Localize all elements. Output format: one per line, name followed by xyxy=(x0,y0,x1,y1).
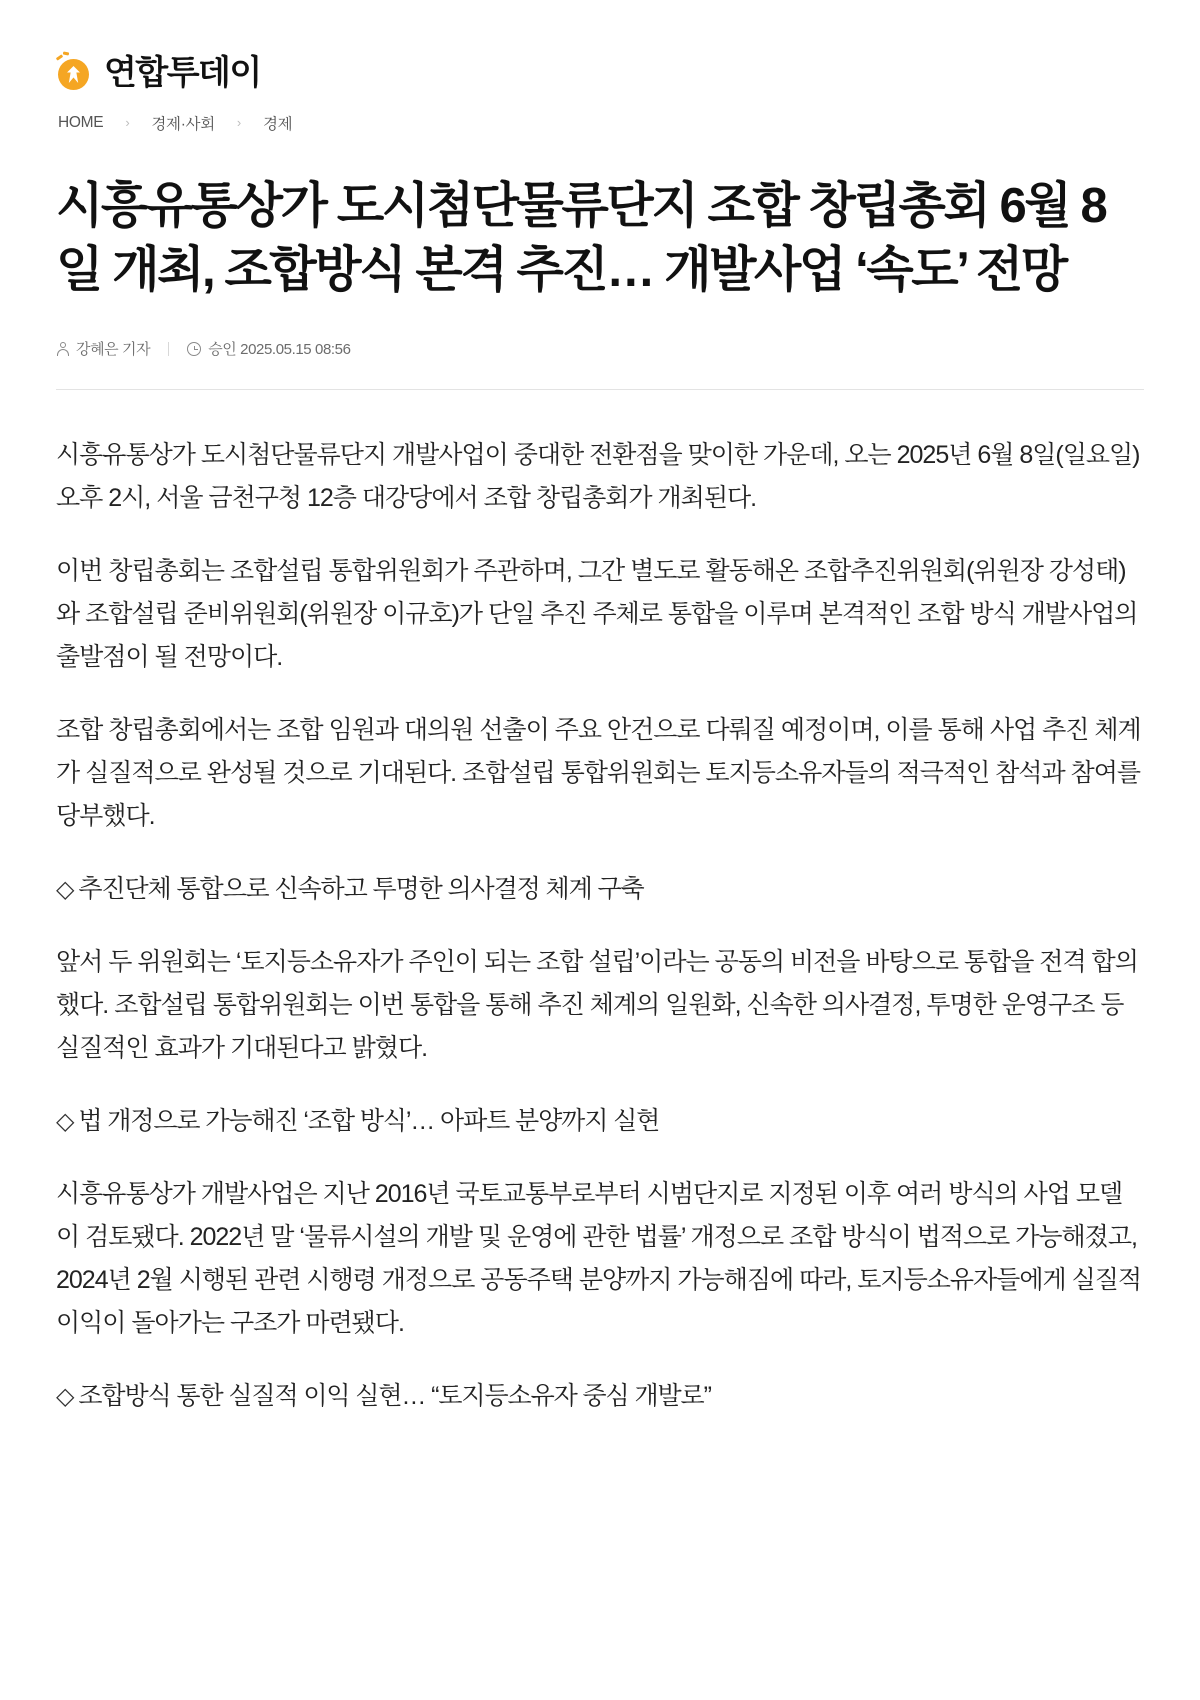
article-body xyxy=(56,434,1144,1418)
clock-icon xyxy=(187,342,201,356)
bird-logo-icon xyxy=(56,54,94,92)
paragraph: 시흥유통상가 개발사업은 지난 2016년 국토교통부로부터 시범단지로 지정된 이후 여러 방식의 사업 모델이 검토됐다. 2022년 말 ‘물류시설의 개발 및 운영에 관한 법률’ 개정으로 조합 방식이 법적으로 가능해졌고, 2024년 2월 시행된 관련 시행령 개정으로 공동주택 분양까지 가능해짐에 따라, 토지등소유자들에게 실질적 이익이 돌아가는 구조가 마련됐다. xyxy=(56,1180,1142,1338)
page-title: 시흥유통상가 도시첨단물류단지 조합 창립총회 6월 8일 개최, 조합방식 본격 추진… 개발사업 ‘속도’ 전망 xyxy=(56,179,1106,298)
subheading-text: 추진단체 통합으로 신속하고 투명한 의사결정 체계 구축 xyxy=(78,875,644,904)
subheading xyxy=(56,1100,1144,1143)
paragraph: 조합 창립총회에서는 조합 임원과 대의원 선출이 주요 안건으로 다뤄질 예정이며, 이를 통해 사업 추진 체계가 실질적으로 완성될 것으로 기대된다. 조합설립 통합위원회는 토지등소유자들의 적극적인 참석과 참여를 당부했다. xyxy=(56,716,1141,831)
chevron-right-icon: › xyxy=(125,114,130,130)
chevron-right-icon: › xyxy=(236,114,241,130)
approval-time: 승인 2025.05.15 08:56 xyxy=(208,341,351,359)
paragraph: 시흥유통상가 도시첨단물류단지 개발사업이 중대한 전환점을 맞이한 가운데, 오는 2025년 6월 8일(일요일) 오후 2시, 서울 금천구청 12층 대강당에서 조합 창립총회가 개최된다. xyxy=(56,441,1140,513)
byline xyxy=(56,338,1144,359)
header-divider xyxy=(56,389,1144,390)
breadcrumb-item-economy[interactable]: 경제 xyxy=(262,116,293,133)
byline-author xyxy=(56,338,150,359)
person-icon xyxy=(56,342,69,356)
site-masthead[interactable] xyxy=(56,0,1144,92)
paragraph: 앞서 두 위원회는 ‘토지등소유자가 주인이 되는 조합 설립’이라는 공동의 비전을 바탕으로 통합을 전격 합의했다. 조합설립 통합위원회는 이번 통합을 통해 추진 체계의 일원화, 신속한 의사결정, 투명한 운영구조 등 실질적인 효과가 기대된다고 밝혔다. xyxy=(56,948,1138,1063)
subheading-text: 조합방식 통한 실질적 이익 실현… “토지등소유자 중심 개발로” xyxy=(78,1382,711,1411)
breadcrumb-item-economy-society[interactable]: 경제·사회 xyxy=(151,116,215,133)
subheading xyxy=(56,868,1144,911)
diamond-icon: ◇ xyxy=(56,876,74,904)
breadcrumb xyxy=(56,112,1144,134)
breadcrumb-item-home[interactable]: HOME xyxy=(58,114,104,131)
site-name: 연합투데이 xyxy=(104,54,261,92)
author-name: 강혜은 기자 xyxy=(76,341,151,359)
subheading xyxy=(56,1375,1144,1418)
diamond-icon: ◇ xyxy=(56,1383,74,1411)
byline-divider xyxy=(168,342,169,356)
diamond-icon: ◇ xyxy=(56,1108,74,1136)
subheading-text: 법 개정으로 가능해진 ‘조합 방식’… 아파트 분양까지 실현 xyxy=(78,1107,660,1136)
paragraph: 이번 창립총회는 조합설립 통합위원회가 주관하며, 그간 별도로 활동해온 조합추진위원회(위원장 강성태)와 조합설립 준비위원회(위원장 이규호)가 단일 추진 주체로 통합을 이루며 본격적인 조합 방식 개발사업의 출발점이 될 전망이다. xyxy=(56,557,1138,672)
byline-timestamp xyxy=(187,338,350,359)
